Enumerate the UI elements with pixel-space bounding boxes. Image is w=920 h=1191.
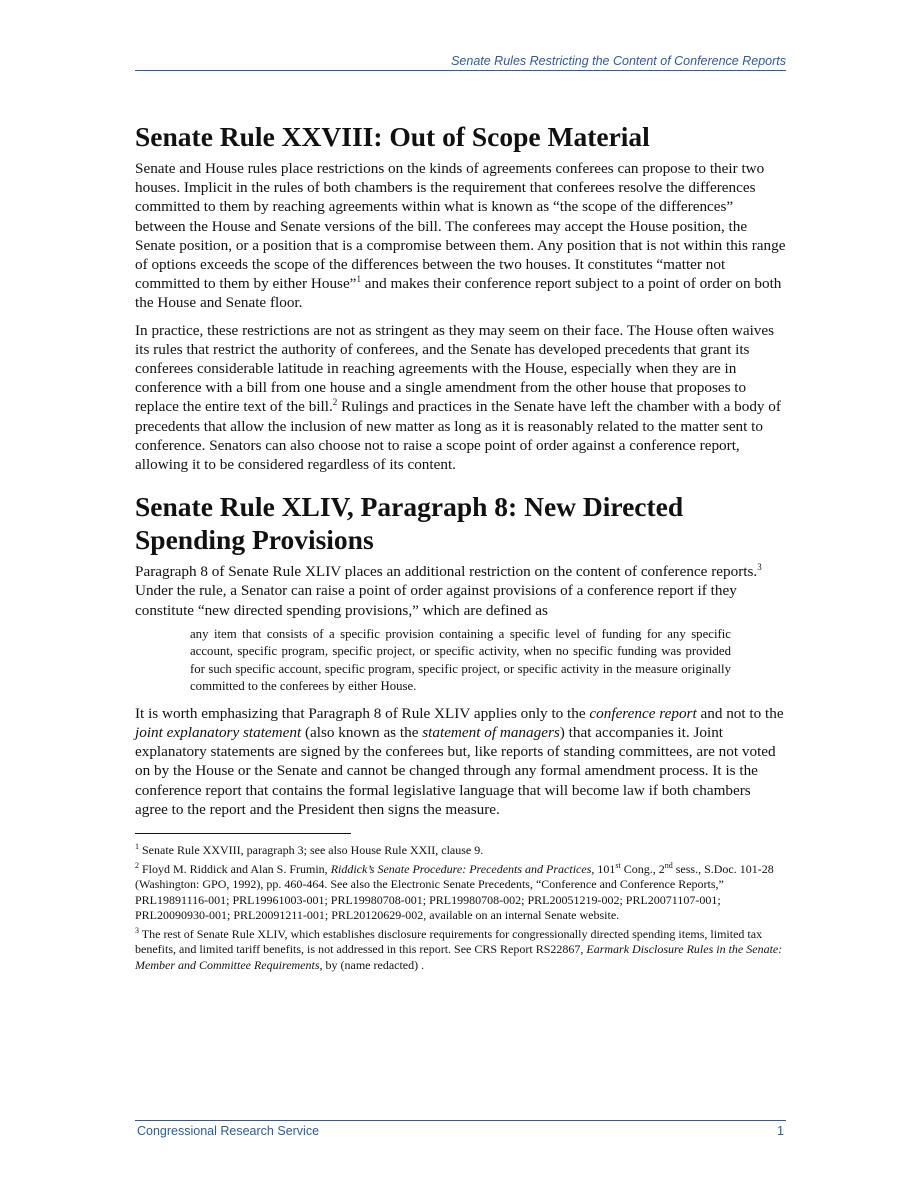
footnote-number: 2: [135, 861, 139, 871]
footnote-separator: [135, 833, 351, 834]
footnote-2: [135, 862, 786, 923]
ordinal-suffix: nd: [664, 861, 673, 871]
footnote-text: sess., S.Doc. 101-28 (Washington: GPO, 1992), pp. 460-464. See also the Electronic Senate Precedents, “Conference and Conference Reports,” PRL19891116-001; PRL19961003-001; PRL19980708-001; PRL19980708-002; PRL20051219-002; PRL20071107-001; PRL20090930-001; PRL20091211-001; PRL20120629-002, available on an internal Senate website.: [135, 862, 774, 922]
footnote-ref[interactable]: 1: [356, 274, 361, 285]
section-heading-rule-xliv: Senate Rule XLIV, Paragraph 8: New Directed Spending Provisions: [135, 491, 684, 556]
paragraph-text: In practice, these restrictions are not as stringent as they may seem on their face. The House often waives its rules that restrict the authority of conferees, and the Senate has developed precedents that grant its conferees considerable latitude in reaching agreements with the House, especially when they are in conference with a bill from one house and a single amendment from the other house that proposes to replace the entire text of the bill.: [135, 321, 775, 416]
emphasis: statement of managers: [422, 724, 560, 742]
emphasis: Riddick’s Senate Procedure: Precedents and Practices: [330, 862, 592, 877]
footnote-3: [135, 927, 786, 973]
paragraph-text: Senate and House rules place restrictions on the kinds of agreements conferees can propose to their two houses. Implicit in the rules of both chambers is the requirement that conferees resolve the differences committed to them by reaching agreements within what is known as “the scope of the differences” between the House and Senate versions of the bill. The conferees may accept the House position, the Senate position, or a position that is a compromise between them. Any position that is not within this range of options exceeds the scope of the differences between the two houses. It constitutes “matter not committed to them by either House”: [135, 160, 786, 293]
paragraph-text: Rulings and practices in the Senate have left the chamber with a body of precedents that allow the inclusion of new matter as long as it is reasonably related to the matter sent to conference. Senators can also choose not to raise a scope point of order against a conference report, allowing it to be considered regardless of its content.: [135, 398, 781, 474]
paragraph: [135, 704, 786, 819]
footnote-number: 3: [135, 926, 139, 936]
ordinal-suffix: st: [615, 861, 621, 871]
footnote-1: [135, 843, 786, 858]
footnote-text: Senate Rule XXVIII, paragraph 3; see also House Rule XXII, clause 9.: [139, 843, 484, 858]
footnote-text: , by (name redacted) .: [319, 957, 425, 972]
document-body: [135, 120, 786, 977]
paragraph-text: ) that accompanies it. Joint explanatory statements are signed by the conferees but, like reports of standing committees, are not voted on by the House or the Senate and cannot be changed through any formal amendment process. It is the conference report that contains the formal legislative language that will become law if both chambers agree to the report and the President then signs the measure.: [135, 724, 776, 818]
paragraph-text: (also known as the: [301, 724, 423, 742]
footnote-ref[interactable]: 2: [332, 397, 338, 408]
emphasis: Earmark Disclosure Rules in the Senate: Member and Committee Requirements: [135, 942, 783, 972]
section-heading-rule-xxviii: Senate Rule XXVIII: Out of Scope Material: [135, 121, 650, 152]
paragraph-text: Under the rule, a Senator can raise a point of order against provisions of a conference report if they constitute “new directed spending provisions,” which are defined as: [135, 582, 737, 619]
footnote-ref[interactable]: 3: [757, 562, 762, 573]
page-number: 1: [777, 1124, 784, 1138]
emphasis: conference report: [589, 704, 697, 722]
header-rule: [135, 70, 786, 71]
footnote-text: , 101: [591, 862, 616, 877]
paragraph-text: Paragraph 8 of Senate Rule XLIV places an additional restriction on the content of conference reports.: [135, 563, 758, 581]
block-quote: any item that consists of a specific provision containing a specific level of funding for any specific account, specific program, specific project, or specific activity, when no specific funding was provided for such specific account, specific program, specific project, or specific activity in the measure originally committed to the conferees by either House.: [190, 626, 731, 694]
paragraph: [135, 562, 786, 620]
paragraph: [135, 321, 786, 475]
footnote-text: Floyd M. Riddick and Alan S. Frumin,: [139, 862, 331, 877]
paragraph-text: It is worth emphasizing that Paragraph 8 of Rule XLIV applies only to the: [135, 704, 590, 722]
footnote-text: Cong., 2: [620, 862, 665, 877]
footnote-number: 1: [135, 842, 139, 852]
footer-rule: [135, 1120, 786, 1121]
emphasis: joint explanatory statement: [135, 724, 302, 742]
running-header: Senate Rules Restricting the Content of Conference Reports: [451, 54, 786, 68]
paragraph-text: and makes their conference report subject to a point of order on both the House and Senate floor.: [135, 275, 782, 312]
footer-publisher: Congressional Research Service: [137, 1124, 320, 1138]
paragraph-text: and not to the: [696, 704, 784, 722]
footnote-text: The rest of Senate Rule XLIV, which establishes disclosure requirements for congressionally directed spending items, limited tax benefits, and limited tariff benefits, is not addressed in this report. See CRS Report RS22867,: [135, 927, 763, 957]
paragraph: [135, 159, 786, 313]
